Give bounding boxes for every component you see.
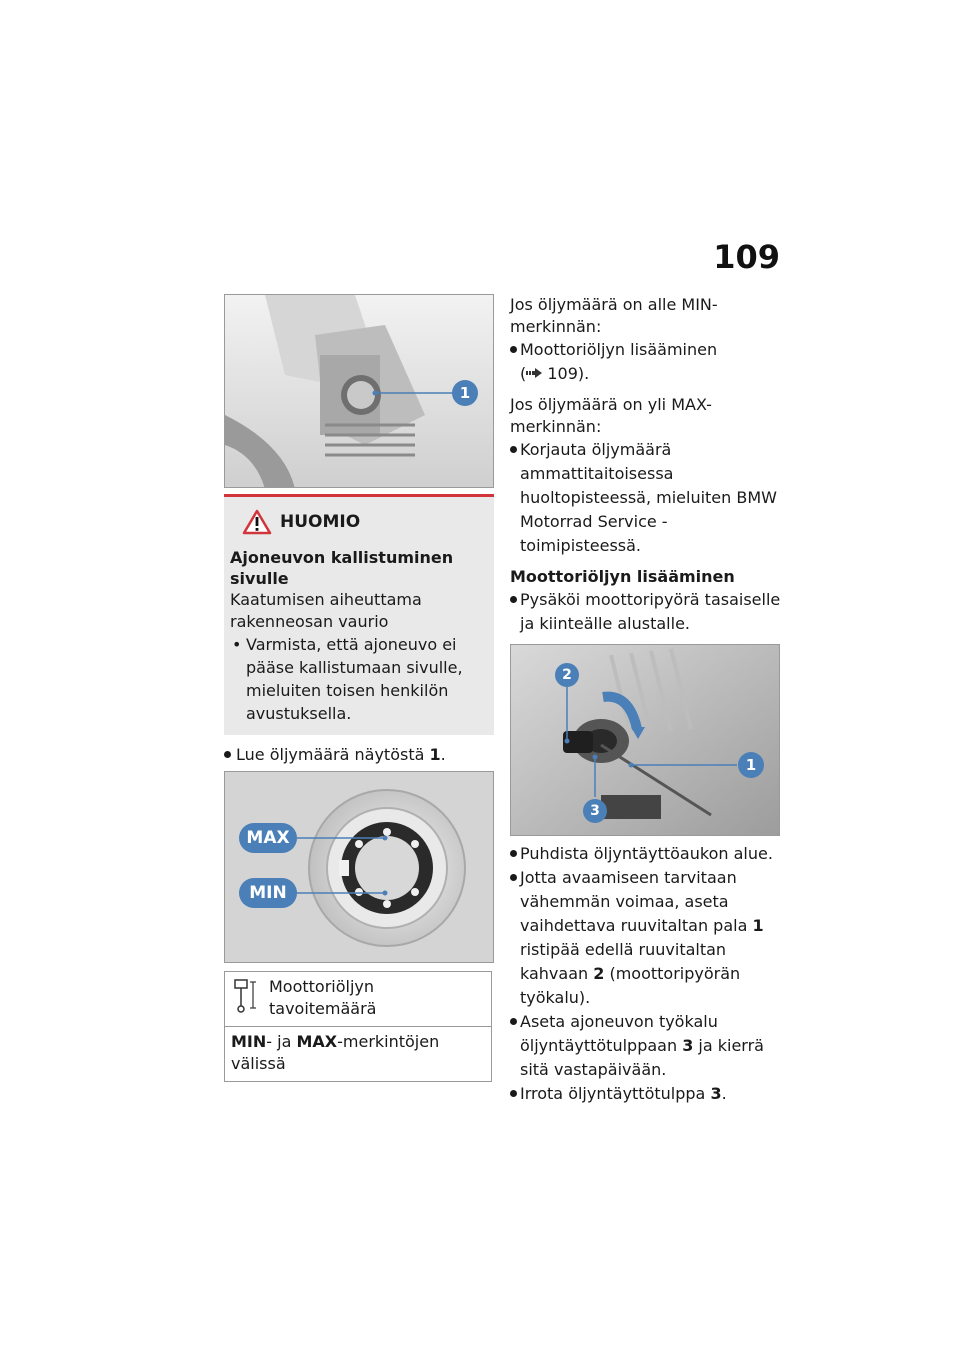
- plug-callout-2: 2: [562, 667, 572, 683]
- warning-notice: [224, 494, 494, 735]
- below-min-list: [510, 338, 782, 386]
- gauge-min-label: MIN: [249, 883, 287, 903]
- above-max-action: Korjauta öljymäärä ammattitaitoisessa huoltopisteessä, mieluiten BMW Motorrad Service -toimipisteessä.: [510, 438, 782, 558]
- step-remove-plug: Irrota öljyntäyttötulppa 3.: [510, 1082, 782, 1106]
- oil-filler-plug-figure: [510, 644, 780, 836]
- plug-callout-3: 3: [590, 803, 600, 819]
- step-clean: Puhdista öljyntäyttöaukon alue.: [510, 842, 782, 866]
- warning-triangle-icon: [242, 509, 272, 535]
- spec-value: MIN- ja MAX-merkintöjen välissä: [225, 1027, 492, 1082]
- procedure-list: [510, 842, 782, 1106]
- notice-title: HUOMIO: [280, 512, 361, 532]
- above-max-list: [510, 438, 782, 558]
- plug-callout-1: 1: [745, 756, 757, 774]
- engine-oil-sight-glass-figure: [224, 294, 494, 488]
- park-list: [510, 588, 782, 636]
- page-ref-arrow-icon: [526, 361, 542, 371]
- oil-level-icon: [231, 976, 259, 1016]
- oil-level-gauge-figure: [224, 771, 494, 963]
- spec-title: Moottoriöljyn tavoitemäärä: [269, 977, 377, 1018]
- notice-bullet: • Varmista, että ajoneuvo ei pääse kallistumaan sivulle, mieluiten toisen henkilön avustuksella.: [230, 633, 486, 725]
- notice-subtitle: Ajoneuvon kallistuminen sivulle: [230, 548, 454, 588]
- read-step-list: [224, 743, 494, 767]
- below-min-action: Moottoriöljyn lisääminen ( 109).: [510, 338, 782, 386]
- step-insert-bit: Jotta avaamiseen tarvitaan vähemmän voimaa, aseta vaihdettava ruuvitaltan pala 1 ristipää edellä ruuvitaltan kahvaan 2 (moottoripyörän työkalu).: [510, 866, 782, 1010]
- oil-spec-table: [224, 971, 492, 1082]
- park-step: Pysäköi moottoripyörä tasaiselle ja kiinteälle alustalle.: [510, 588, 782, 636]
- callout-1: 1: [459, 384, 471, 402]
- notice-text: Kaatumisen aiheuttama rakenneosan vaurio: [230, 590, 422, 631]
- page-number: 109: [713, 238, 780, 276]
- read-step: Lue öljymäärä näytöstä 1.: [224, 743, 494, 767]
- above-max-condition: Jos öljymäärä on yli MAX-merkinnän:: [510, 395, 712, 436]
- page-ref[interactable]: 109).: [547, 364, 590, 383]
- step-turn-tool: Aseta ajoneuvon työkalu öljyntäyttötulppaan 3 ja kierrä sitä vastapäivään.: [510, 1010, 782, 1082]
- right-column: [510, 294, 782, 1106]
- left-column: [224, 294, 494, 1082]
- section-title: Moottoriöljyn lisääminen: [510, 567, 735, 586]
- gauge-max-label: MAX: [246, 828, 290, 848]
- below-min-condition: Jos öljymäärä on alle MIN-merkinnän:: [510, 295, 718, 336]
